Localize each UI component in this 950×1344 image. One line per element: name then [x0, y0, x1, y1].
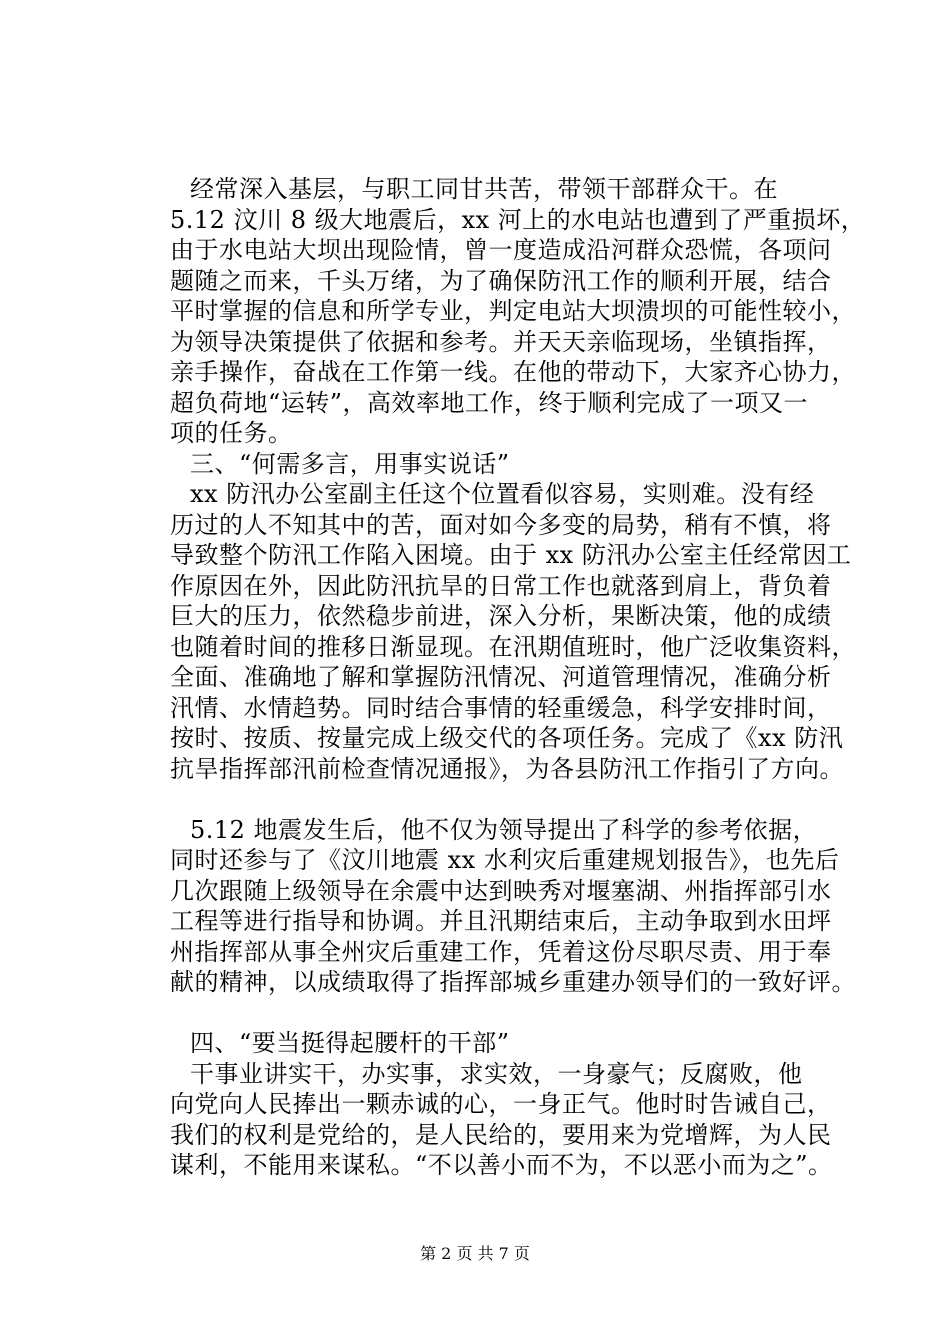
paragraph-line: 献的精神，以成绩取得了指挥部城乡重建办领导们的一致好评。 — [170, 968, 856, 996]
paragraph-line: 全面、准确地了解和掌握防汛情况、河道管理情况，准确分析 — [170, 663, 832, 691]
paragraph-line: 几次跟随上级领导在余震中达到映秀对堰塞湖、州指挥部引水 — [170, 876, 832, 905]
paragraph-gap — [170, 998, 850, 1029]
paragraph-line: 作原因在外，因此防汛抗旱的日常工作也就落到肩上，背负着 — [170, 571, 832, 600]
paragraph-line: 5.12 汶川 8 级大地震后，xx 河上的水电站也遭到了严重损坏， — [170, 205, 866, 234]
paragraph-line: 由于水电站大坝出现险情，曾一度造成沿河群众恐慌，各项问 — [170, 236, 832, 264]
paragraph-line: 平时掌握的信息和所学专业，判定电站大坝溃坝的可能性较小， — [170, 297, 856, 325]
paragraph-line: 工程等进行指导和协调。并且汛期结束后，主动争取到水田坪 — [170, 907, 832, 935]
paragraph-line: 谋利，不能用来谋私。“不以善小而不为，不以恶小而为之”。 — [170, 1151, 833, 1179]
paragraph-line: 汛情、水情趋势。同时结合事情的轻重缓急，科学安排时间， — [170, 693, 832, 722]
paragraph-line: 抗旱指挥部汛前检查情况通报》，为各县防汛工作指引了方向。 — [170, 754, 844, 783]
paragraph-line: 按时、按质、按量完成上级交代的各项任务。完成了《xx 防汛 — [170, 724, 844, 752]
paragraph-line: 超负荷地“运转”，高效率地工作，终于顺利完成了一项又一 — [170, 388, 809, 417]
paragraph-line: 巨大的压力，依然稳步前进，深入分析，果断决策，他的成绩 — [170, 602, 832, 630]
paragraph-line: 同时还参与了《汶川地震 xx 水利灾后重建规划报告》，也先后 — [170, 846, 840, 874]
paragraph-line: 导致整个防汛工作陷入困境。由于 xx 防汛办公室主任经常因工 — [170, 541, 852, 569]
paragraph-line: 向党向人民捧出一颗赤诚的心，一身正气。他时时告诫自己， — [170, 1090, 832, 1118]
paragraph-line: 也随着时间的推移日渐显现。在汛期值班时，他广泛收集资料， — [170, 632, 856, 661]
paragraph-line: 我们的权利是党给的，是人民给的，要用来为党增辉，为人民 — [170, 1120, 832, 1149]
paragraph-line: xx 防汛办公室副主任这个位置看似容易，实则难。没有经 — [190, 480, 815, 508]
paragraph-line: 四、“要当挺得起腰杆的干部” — [190, 1029, 510, 1057]
paragraph-gap — [170, 784, 850, 815]
paragraph-line: 经常深入基层，与职工同甘共苦，带领干部群众干。在 — [190, 175, 778, 203]
document-body — [170, 174, 866, 1181]
paragraph-line: 历过的人不知其中的苦，面对如今多变的局势，稍有不慎，将 — [170, 510, 832, 539]
paragraph-line: 干事业讲实干，办实事，求实效，一身豪气；反腐败，他 — [190, 1059, 803, 1088]
paragraph-line: 5.12 地震发生后，他不仅为领导提出了科学的参考依据， — [190, 815, 818, 844]
paragraph-line: 为领导决策提供了依据和参考。并天天亲临现场，坐镇指挥， — [170, 327, 832, 356]
paragraph-line: 亲手操作，奋战在工作第一线。在他的带动下，大家齐心协力， — [170, 358, 856, 386]
paragraph-line: 题随之而来，千头万绪，为了确保防汛工作的顺利开展，结合 — [170, 266, 832, 295]
paragraph-line: 三、“何需多言，用事实说话” — [190, 449, 510, 478]
paragraph-line: 项的任务。 — [170, 419, 293, 447]
page-footer: 第 2 页 共 7 页 — [420, 1244, 530, 1263]
paragraph-line: 州指挥部从事全州灾后重建工作，凭着这份尽职尽责、用于奉 — [170, 937, 832, 966]
